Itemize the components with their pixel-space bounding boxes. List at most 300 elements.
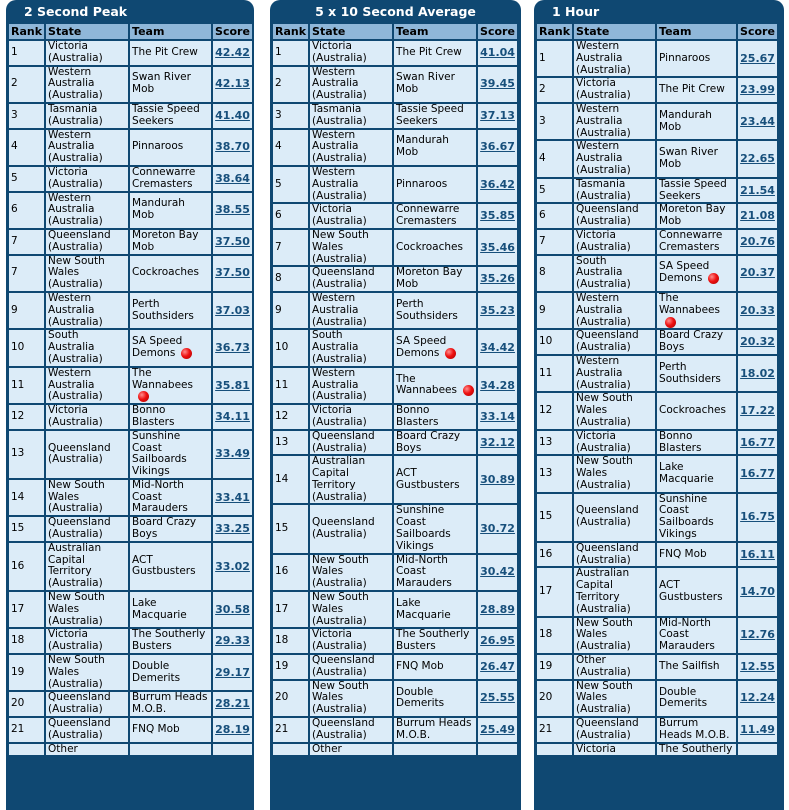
score-link[interactable]: 16.75 bbox=[740, 510, 775, 524]
score-link[interactable]: 32.12 bbox=[480, 435, 515, 449]
score-cell bbox=[738, 543, 777, 567]
score-cell bbox=[478, 456, 517, 503]
team-cell bbox=[130, 104, 211, 128]
score-cell bbox=[213, 629, 252, 653]
red-dot-marker bbox=[665, 317, 676, 328]
table-row bbox=[537, 293, 777, 328]
table-row bbox=[9, 41, 252, 65]
team-name: SA Speed Demons bbox=[396, 335, 447, 360]
team-cell bbox=[657, 744, 736, 756]
state-cell: Victoria (Australia) bbox=[46, 167, 128, 191]
table-row bbox=[273, 718, 517, 742]
score-cell bbox=[738, 568, 777, 615]
score-cell bbox=[478, 431, 517, 455]
rank-cell: 1 bbox=[273, 41, 308, 65]
score-cell bbox=[738, 744, 777, 756]
table-row bbox=[537, 456, 777, 491]
score-link[interactable]: 36.42 bbox=[480, 177, 515, 191]
score-link[interactable]: 30.89 bbox=[480, 472, 515, 486]
score-cell bbox=[738, 179, 777, 203]
team-name: Mid-North Coast Marauders bbox=[659, 617, 715, 653]
score-cell bbox=[478, 267, 517, 291]
table-row bbox=[273, 167, 517, 202]
team-cell bbox=[130, 256, 211, 291]
score-cell bbox=[478, 230, 517, 265]
team-cell bbox=[394, 41, 476, 65]
rank-cell: 8 bbox=[273, 267, 308, 291]
score-link[interactable]: 26.47 bbox=[480, 659, 515, 673]
state-cell: Western Australia (Australia) bbox=[310, 67, 392, 102]
table-row bbox=[537, 543, 777, 567]
score-cell bbox=[738, 618, 777, 653]
score-cell bbox=[213, 517, 252, 541]
state-cell: Tasmania (Australia) bbox=[574, 179, 655, 203]
table-row bbox=[537, 655, 777, 679]
team-name: The Sailfish bbox=[659, 659, 720, 672]
team-name: Moreton Bay Mob bbox=[659, 204, 726, 228]
score-link[interactable]: 14.70 bbox=[740, 585, 775, 599]
state-cell: Victoria (Australia) bbox=[46, 405, 128, 429]
score-link[interactable]: 11.49 bbox=[740, 722, 775, 736]
score-cell bbox=[738, 78, 777, 102]
score-link[interactable]: 34.28 bbox=[480, 378, 515, 392]
red-dot-marker bbox=[445, 348, 456, 359]
team-cell bbox=[130, 517, 211, 541]
score-link[interactable]: 29.17 bbox=[215, 665, 250, 679]
state-cell: Other bbox=[310, 744, 392, 756]
score-link[interactable]: 23.44 bbox=[740, 114, 775, 128]
team-cell bbox=[657, 618, 736, 653]
team-cell bbox=[394, 230, 476, 265]
red-dot-marker bbox=[708, 273, 719, 284]
red-dot-marker bbox=[181, 348, 192, 359]
score-link[interactable]: 25.55 bbox=[480, 691, 515, 705]
header-row bbox=[9, 24, 252, 39]
team-cell bbox=[394, 167, 476, 202]
state-cell: Queensland (Australia) bbox=[310, 505, 392, 552]
score-link[interactable]: 37.50 bbox=[215, 266, 250, 280]
team-name: Lake Macquarie bbox=[659, 461, 714, 485]
score-cell bbox=[738, 456, 777, 491]
rank-cell: 10 bbox=[9, 330, 44, 365]
score-link[interactable]: 39.45 bbox=[480, 77, 515, 91]
rank-cell: 1 bbox=[9, 41, 44, 65]
team-cell bbox=[657, 293, 736, 328]
team-cell bbox=[130, 405, 211, 429]
team-name: Mandurah Mob bbox=[132, 197, 185, 222]
score-cell bbox=[738, 681, 777, 716]
rank-cell: 15 bbox=[537, 494, 572, 541]
table-row bbox=[273, 293, 517, 328]
panel-1-hour bbox=[534, 0, 784, 810]
team-cell bbox=[130, 744, 211, 756]
score-cell bbox=[738, 204, 777, 228]
state-cell: New South Wales (Australia) bbox=[46, 655, 128, 690]
team-cell bbox=[130, 592, 211, 627]
rank-cell: 5 bbox=[9, 167, 44, 191]
score-link[interactable]: 35.23 bbox=[480, 303, 515, 317]
rank-cell: 11 bbox=[9, 368, 44, 403]
table-row bbox=[9, 629, 252, 653]
score-header: Score bbox=[215, 25, 250, 38]
score-cell bbox=[213, 293, 252, 328]
state-cell: New South Wales (Australia) bbox=[574, 393, 655, 428]
score-link[interactable]: 28.19 bbox=[215, 722, 250, 736]
table-row bbox=[537, 618, 777, 653]
score-cell bbox=[213, 104, 252, 128]
team-name: The Pit Crew bbox=[396, 45, 462, 58]
score-link[interactable]: 12.24 bbox=[740, 691, 775, 705]
score-link[interactable]: 33.49 bbox=[215, 447, 250, 461]
score-link[interactable]: 30.58 bbox=[215, 602, 250, 616]
score-cell bbox=[738, 494, 777, 541]
team-cell bbox=[657, 204, 736, 228]
rank-cell: 12 bbox=[537, 393, 572, 428]
table-row bbox=[9, 104, 252, 128]
score-cell bbox=[738, 256, 777, 291]
rank-cell: 2 bbox=[9, 67, 44, 102]
state-cell: New South Wales (Australia) bbox=[310, 555, 392, 590]
rank-cell: 15 bbox=[9, 517, 44, 541]
rank-cell: 13 bbox=[537, 431, 572, 455]
rank-cell: 16 bbox=[273, 555, 308, 590]
table-row bbox=[9, 130, 252, 165]
state-cell: South Australia (Australia) bbox=[310, 330, 392, 365]
rank-cell: 4 bbox=[9, 130, 44, 165]
score-cell bbox=[213, 431, 252, 478]
state-cell: Victoria (Australia) bbox=[574, 78, 655, 102]
rank-cell: 20 bbox=[537, 681, 572, 716]
score-cell bbox=[478, 41, 517, 65]
team-cell bbox=[657, 256, 736, 291]
state-cell: Australian Capital Territory (Australia) bbox=[46, 543, 128, 590]
table-row bbox=[9, 655, 252, 690]
rank-header: Rank bbox=[539, 25, 571, 38]
state-cell: New South Wales (Australia) bbox=[310, 681, 392, 716]
rank-cell: 1 bbox=[537, 41, 572, 76]
rank-cell: 7 bbox=[9, 230, 44, 254]
score-link[interactable]: 28.21 bbox=[215, 697, 250, 711]
team-cell bbox=[657, 456, 736, 491]
score-link[interactable]: 37.03 bbox=[215, 303, 250, 317]
panel-5x10-second-average bbox=[270, 0, 521, 810]
table-row bbox=[273, 330, 517, 365]
table-row bbox=[273, 592, 517, 627]
rank-cell: 17 bbox=[537, 568, 572, 615]
rank-cell: 18 bbox=[537, 618, 572, 653]
rank-cell: 13 bbox=[537, 456, 572, 491]
rank-cell: 11 bbox=[273, 368, 308, 403]
table-row bbox=[537, 256, 777, 291]
score-link[interactable]: 42.42 bbox=[215, 45, 250, 59]
state-cell: New South Wales (Australia) bbox=[46, 592, 128, 627]
rank-cell: 21 bbox=[9, 718, 44, 742]
score-link[interactable]: 30.72 bbox=[480, 522, 515, 536]
table-row bbox=[537, 179, 777, 203]
score-cell bbox=[478, 718, 517, 742]
score-cell bbox=[478, 368, 517, 403]
rank-cell: 5 bbox=[273, 167, 308, 202]
score-link[interactable]: 35.81 bbox=[215, 378, 250, 392]
score-link[interactable]: 26.95 bbox=[480, 634, 515, 648]
table-row bbox=[9, 193, 252, 228]
score-link[interactable]: 28.89 bbox=[480, 602, 515, 616]
score-cell bbox=[738, 330, 777, 354]
state-cell: Other (Australia) bbox=[574, 655, 655, 679]
rank-header: Rank bbox=[11, 25, 43, 38]
team-cell bbox=[130, 167, 211, 191]
state-cell: Queensland (Australia) bbox=[310, 655, 392, 679]
rank-cell: 9 bbox=[9, 293, 44, 328]
rank-cell: 10 bbox=[537, 330, 572, 354]
table-row bbox=[537, 230, 777, 254]
score-link[interactable]: 12.76 bbox=[740, 628, 775, 642]
score-header: Score bbox=[480, 25, 515, 38]
score-link[interactable]: 18.02 bbox=[740, 366, 775, 380]
state-cell: Western Australia (Australia) bbox=[574, 41, 655, 76]
score-link[interactable]: 38.70 bbox=[215, 140, 250, 154]
team-name: The Pit Crew bbox=[132, 45, 198, 58]
state-cell: Victoria (Australia) bbox=[46, 41, 128, 65]
table-row bbox=[537, 78, 777, 102]
team-cell bbox=[394, 293, 476, 328]
state-cell: Australian Capital Territory (Australia) bbox=[574, 568, 655, 615]
state-cell: Victoria (Australia) bbox=[574, 230, 655, 254]
team-name: Swan River Mob bbox=[132, 71, 191, 96]
table-row bbox=[537, 41, 777, 76]
team-cell bbox=[657, 330, 736, 354]
team-cell bbox=[394, 718, 476, 742]
score-link[interactable]: 12.55 bbox=[740, 659, 775, 673]
state-cell: Western Australia (Australia) bbox=[574, 104, 655, 139]
state-cell: Western Australia (Australia) bbox=[310, 293, 392, 328]
rank-cell: 8 bbox=[537, 256, 572, 291]
table-row bbox=[537, 744, 777, 756]
table-row bbox=[537, 330, 777, 354]
score-link[interactable]: 41.40 bbox=[215, 108, 250, 122]
score-link[interactable]: 34.11 bbox=[215, 410, 250, 423]
score-link[interactable]: 16.77 bbox=[740, 467, 775, 481]
team-name: The Southerly Busters bbox=[132, 629, 206, 653]
panel-title: 1 Hour bbox=[552, 4, 600, 19]
score-cell bbox=[213, 130, 252, 165]
rank-cell: 18 bbox=[9, 629, 44, 653]
table-row bbox=[537, 494, 777, 541]
team-cell bbox=[394, 456, 476, 503]
team-name: Connewarre Cremasters bbox=[396, 204, 460, 228]
score-link[interactable]: 42.13 bbox=[215, 77, 250, 91]
score-link[interactable]: 29.33 bbox=[215, 634, 250, 648]
table-row bbox=[9, 167, 252, 191]
rank-cell: 12 bbox=[273, 405, 308, 429]
red-dot-marker bbox=[463, 385, 474, 396]
score-cell bbox=[213, 744, 252, 756]
score-cell bbox=[738, 431, 777, 455]
table-row bbox=[9, 368, 252, 403]
score-link[interactable]: 30.42 bbox=[480, 565, 515, 579]
state-cell: New South Wales (Australia) bbox=[574, 618, 655, 653]
score-link[interactable]: 21.08 bbox=[740, 209, 775, 223]
team-cell bbox=[657, 494, 736, 541]
rank-cell: 2 bbox=[537, 78, 572, 102]
rank-cell: 6 bbox=[537, 204, 572, 228]
team-cell bbox=[130, 230, 211, 254]
rank-cell: 17 bbox=[273, 592, 308, 627]
table-row bbox=[273, 505, 517, 552]
team-name: Pinnaroos bbox=[132, 140, 184, 153]
rank-cell: 9 bbox=[537, 293, 572, 328]
table-row bbox=[9, 330, 252, 365]
team-cell bbox=[394, 505, 476, 552]
score-link[interactable]: 37.50 bbox=[215, 234, 250, 248]
team-name: Sunshine Coast Sailboards Vikings bbox=[659, 493, 714, 541]
team-name: Bonno Blasters bbox=[396, 405, 439, 428]
team-cell bbox=[130, 368, 211, 403]
score-cell bbox=[213, 193, 252, 228]
table-row bbox=[273, 130, 517, 165]
score-cell bbox=[738, 141, 777, 176]
score-cell bbox=[478, 629, 517, 653]
score-cell bbox=[478, 204, 517, 228]
score-link[interactable]: 20.33 bbox=[740, 303, 775, 317]
score-cell bbox=[213, 368, 252, 403]
state-cell: Western Australia (Australia) bbox=[46, 67, 128, 102]
score-cell bbox=[478, 330, 517, 365]
score-link[interactable]: 37.13 bbox=[480, 108, 515, 122]
team-name: Cockroaches bbox=[132, 266, 199, 279]
score-link[interactable]: 33.41 bbox=[215, 490, 250, 504]
score-cell bbox=[213, 543, 252, 590]
rank-cell: 10 bbox=[273, 330, 308, 365]
score-link[interactable]: 20.37 bbox=[740, 266, 775, 280]
rank-cell: 14 bbox=[9, 480, 44, 515]
table-row bbox=[9, 543, 252, 590]
score-link[interactable]: 36.73 bbox=[215, 341, 250, 355]
team-cell bbox=[657, 431, 736, 455]
team-cell bbox=[130, 130, 211, 165]
score-link[interactable]: 16.77 bbox=[740, 435, 775, 449]
state-cell: Queensland (Australia) bbox=[310, 267, 392, 291]
score-cell bbox=[213, 655, 252, 690]
team-cell bbox=[130, 718, 211, 742]
score-cell bbox=[213, 718, 252, 742]
table-row bbox=[273, 368, 517, 403]
score-link[interactable]: 41.04 bbox=[480, 45, 515, 59]
rank-cell: 3 bbox=[537, 104, 572, 139]
team-cell bbox=[130, 655, 211, 690]
rank-cell: 6 bbox=[273, 204, 308, 228]
team-cell bbox=[130, 543, 211, 590]
team-cell bbox=[394, 744, 476, 756]
score-link[interactable]: 22.65 bbox=[740, 152, 775, 166]
team-cell bbox=[130, 431, 211, 478]
score-link[interactable]: 20.76 bbox=[740, 234, 775, 248]
team-name: SA Speed Demons bbox=[132, 335, 183, 360]
score-link[interactable]: 33.14 bbox=[480, 410, 515, 423]
score-link[interactable]: 34.42 bbox=[480, 341, 515, 355]
state-cell: Queensland (Australia) bbox=[310, 718, 392, 742]
rank-cell: 3 bbox=[9, 104, 44, 128]
team-name: FNQ Mob bbox=[659, 547, 707, 560]
team-name: The Wannabees bbox=[132, 367, 193, 391]
rank-cell: 11 bbox=[537, 356, 572, 391]
team-name: Double Demerits bbox=[132, 659, 181, 684]
state-cell: Western Australia (Australia) bbox=[46, 193, 128, 228]
state-cell: Queensland (Australia) bbox=[46, 517, 128, 541]
table-row bbox=[273, 744, 517, 756]
score-link[interactable]: 16.11 bbox=[740, 547, 775, 561]
team-name: Board Crazy Boys bbox=[132, 517, 197, 541]
score-cell bbox=[738, 104, 777, 139]
state-cell: Queensland (Australia) bbox=[574, 494, 655, 541]
header-row bbox=[537, 24, 777, 39]
team-name: Double Demerits bbox=[396, 685, 445, 710]
score-link[interactable]: 33.02 bbox=[215, 559, 250, 573]
score-link[interactable]: 17.22 bbox=[740, 404, 775, 418]
score-cell bbox=[478, 505, 517, 552]
panel-title: 2 Second Peak bbox=[24, 4, 128, 19]
team-name: Mid-North Coast Marauders bbox=[396, 554, 452, 590]
score-link[interactable]: 38.55 bbox=[215, 203, 250, 217]
score-link[interactable]: 25.67 bbox=[740, 51, 775, 65]
state-cell: Victoria bbox=[574, 744, 655, 756]
team-cell bbox=[657, 356, 736, 391]
score-link[interactable]: 35.85 bbox=[480, 209, 515, 223]
team-name: Tassie Speed Seekers bbox=[132, 103, 200, 127]
team-cell bbox=[657, 655, 736, 679]
score-link[interactable]: 25.49 bbox=[480, 722, 515, 736]
score-link[interactable]: 36.67 bbox=[480, 140, 515, 154]
team-name: Perth Southsiders bbox=[396, 297, 458, 322]
score-link[interactable]: 35.26 bbox=[480, 272, 515, 286]
rank-cell: 6 bbox=[9, 193, 44, 228]
team-name: Moreton Bay Mob bbox=[132, 229, 199, 253]
table-row bbox=[537, 568, 777, 615]
state-cell: Queensland (Australia) bbox=[46, 692, 128, 716]
rank-cell: 7 bbox=[537, 230, 572, 254]
state-cell: Queensland (Australia) bbox=[574, 330, 655, 354]
rank-cell: 3 bbox=[273, 104, 308, 128]
score-cell bbox=[478, 67, 517, 102]
score-cell bbox=[478, 555, 517, 590]
rank-cell: 7 bbox=[9, 256, 44, 291]
table-row bbox=[273, 267, 517, 291]
score-cell bbox=[478, 655, 517, 679]
table-row bbox=[9, 405, 252, 429]
score-link[interactable]: 35.46 bbox=[480, 240, 515, 254]
rank-cell: 14 bbox=[273, 456, 308, 503]
score-link[interactable]: 33.25 bbox=[215, 522, 250, 536]
score-link[interactable]: 20.32 bbox=[740, 335, 775, 349]
team-name: Perth Southsiders bbox=[132, 297, 194, 322]
team-name: Swan River Mob bbox=[659, 146, 718, 171]
team-name: Sunshine Coast Sailboards Vikings bbox=[396, 505, 451, 552]
team-name: FNQ Mob bbox=[132, 722, 180, 735]
rank-cell: 9 bbox=[273, 293, 308, 328]
rank-cell: 19 bbox=[273, 655, 308, 679]
table-row bbox=[273, 555, 517, 590]
score-link[interactable]: 21.54 bbox=[740, 183, 775, 197]
rank-cell: 20 bbox=[9, 692, 44, 716]
state-cell: Tasmania (Australia) bbox=[310, 104, 392, 128]
team-name: Double Demerits bbox=[659, 685, 708, 710]
team-cell bbox=[657, 543, 736, 567]
rank-cell: 18 bbox=[273, 629, 308, 653]
score-link[interactable]: 38.64 bbox=[215, 171, 250, 185]
score-link[interactable]: 23.99 bbox=[740, 83, 775, 97]
score-cell bbox=[478, 167, 517, 202]
rank-cell: 19 bbox=[537, 655, 572, 679]
